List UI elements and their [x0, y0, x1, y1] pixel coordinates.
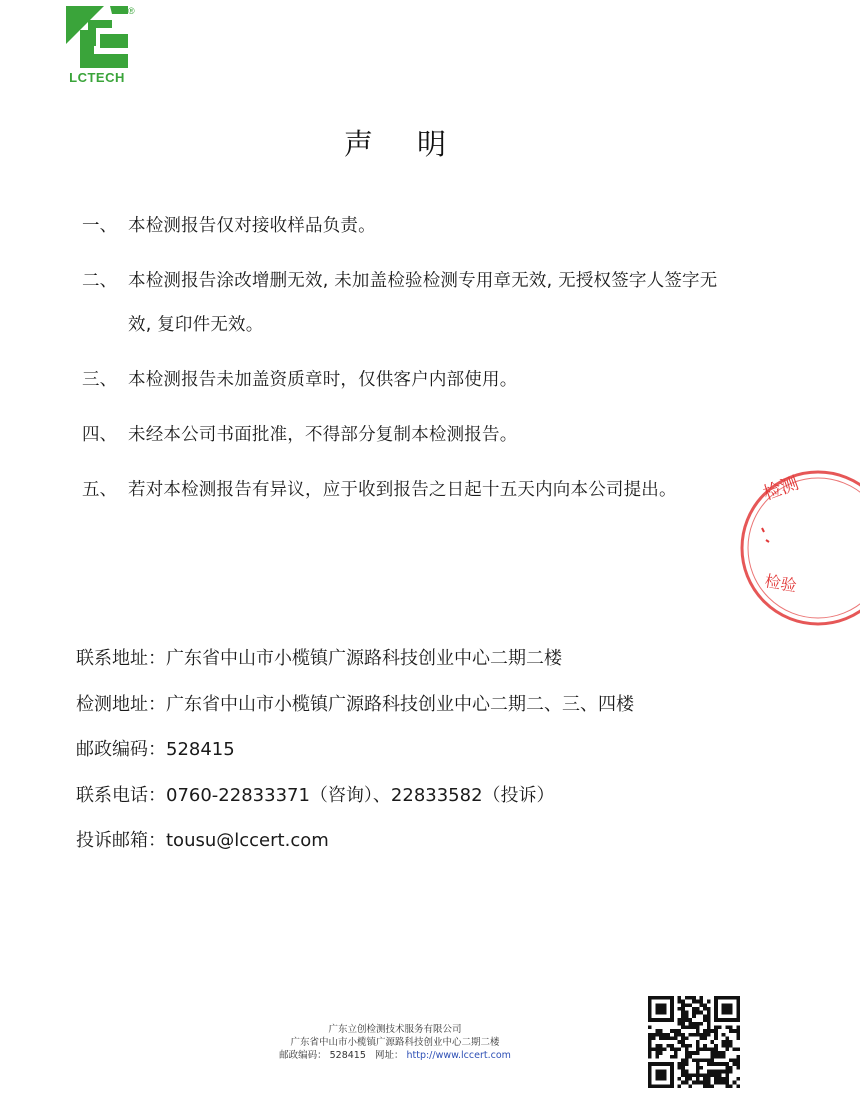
- contact-postal-code: [76, 727, 756, 773]
- clause-item: [82, 468, 732, 512]
- clause-item: [82, 358, 732, 402]
- footer-web-label: 网址：: [374, 1050, 404, 1061]
- seal-text-top: 检测: [760, 472, 802, 505]
- seal-text-bottom: 检验: [763, 571, 799, 596]
- qr-code-icon: [648, 996, 740, 1088]
- footer-postal: 528415: [329, 1050, 366, 1061]
- clause-number: 四、: [82, 425, 117, 445]
- lctech-logo-mark-icon: [66, 6, 128, 68]
- footer-address: 广东省中山市小榄镇广源路科技创业中心二期二楼: [290, 1037, 500, 1048]
- contact-phone: [76, 773, 756, 819]
- clause-number: 一、: [82, 216, 117, 236]
- contact-label: 邮政编码：: [76, 739, 166, 760]
- clause-number: 二、: [82, 271, 117, 291]
- contact-value: 0760-22833371（咨询）、22833582（投诉）: [166, 784, 555, 806]
- clause-item: [82, 413, 732, 457]
- clause-number: 三、: [82, 370, 117, 390]
- company-logo: [66, 6, 136, 86]
- logo-text: LCTECH: [69, 70, 125, 85]
- clause-text: 未经本公司书面批准，不得部分复制本检测报告。: [128, 425, 518, 445]
- contact-value: 广东省中山市小榄镇广源路科技创业中心二期二、三、四楼: [166, 693, 634, 715]
- contact-value: 广东省中山市小榄镇广源路科技创业中心二期二楼: [166, 648, 562, 669]
- clause-text: 本检测报告仅对接收样品负责。: [128, 216, 376, 236]
- contact-test-address: [76, 682, 756, 728]
- contact-value: 528415: [166, 739, 235, 760]
- registered-mark: ®: [128, 6, 135, 16]
- page-title: 声明: [343, 127, 490, 161]
- footer-website-link[interactable]: http://www.lccert.com: [406, 1050, 511, 1061]
- clause-text: 若对本检测报告有异议，应于收到报告之日起十五天内向本公司提出。: [128, 480, 677, 500]
- clause-item: [82, 259, 732, 347]
- contact-label: 联系地址：: [76, 648, 166, 669]
- contact-label: 检测地址：: [76, 693, 166, 715]
- footer-contact-line: [220, 1049, 570, 1062]
- contact-address: [76, 636, 756, 682]
- clause-text: 本检测报告未加盖资质章时，仅供客户内部使用。: [128, 370, 518, 390]
- contact-email-link[interactable]: tousu@lccert.com: [166, 830, 329, 851]
- contact-email: [76, 818, 756, 864]
- footer-postal-label: 邮政编码：: [279, 1050, 327, 1061]
- contact-label: 投诉邮箱：: [76, 830, 166, 851]
- contact-info: [76, 636, 756, 864]
- clause-item: [82, 204, 732, 248]
- footer-company: 广东立创检测技术服务有限公司: [328, 1024, 462, 1035]
- red-seal-stamp: [740, 458, 860, 638]
- page-footer: [220, 1023, 570, 1062]
- clause-number: 五、: [82, 480, 117, 500]
- clause-text: 本检测报告涂改增删无效, 未加盖检验检测专用章无效, 无授权签字人签字无效, 复印件无效。: [128, 271, 718, 335]
- contact-label: 联系电话：: [76, 784, 166, 806]
- declaration-clauses: [82, 204, 732, 523]
